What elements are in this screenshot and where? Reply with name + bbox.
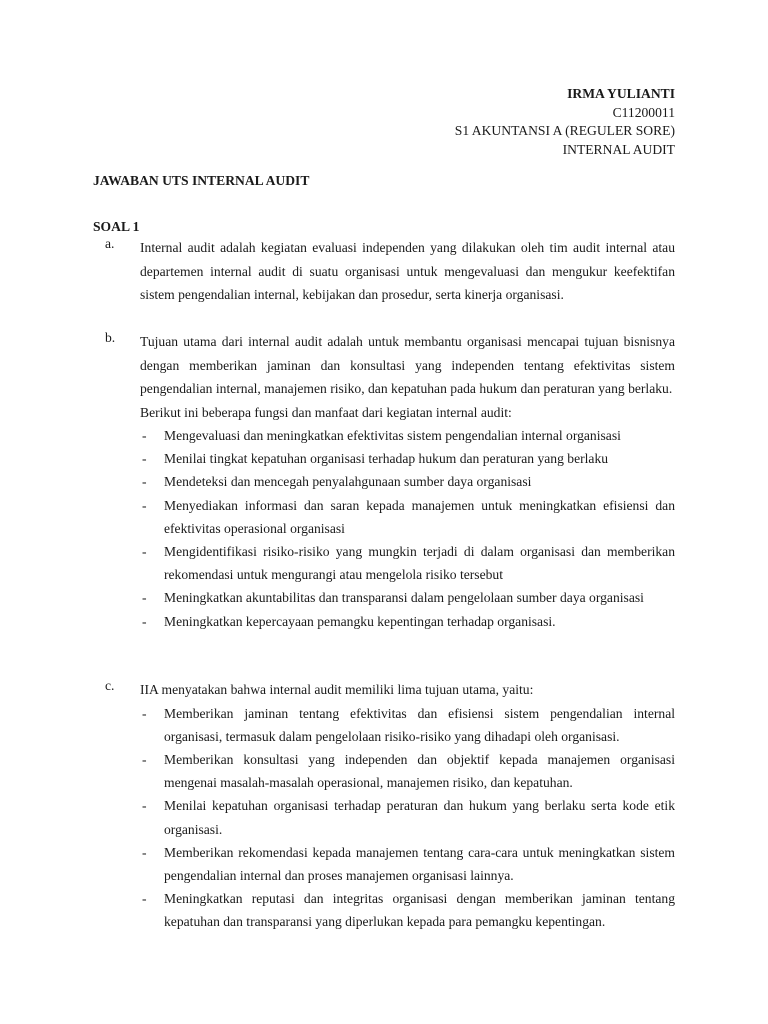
list-item-text: Menyediakan informasi dan saran kepada manajemen untuk meningkatkan efisiensi dan efektivitas operasional organisasi <box>164 497 675 536</box>
list-item <box>140 841 675 887</box>
answer-a-letter: a. <box>105 236 115 251</box>
dash-marker: - <box>142 451 147 467</box>
dash-marker: - <box>142 891 147 907</box>
dash-marker: - <box>142 428 147 443</box>
answer-b-list <box>140 424 675 633</box>
course-name: INTERNAL AUDIT <box>562 141 675 157</box>
list-item <box>140 702 675 748</box>
answer-b-intro: Berikut ini beberapa fungsi dan manfaat dari kegiatan internal audit: <box>140 404 512 420</box>
dash-marker: - <box>142 705 147 721</box>
answer-c-letter: c. <box>105 678 115 693</box>
answer-c-list <box>140 702 675 934</box>
student-name: IRMA YULIANTI <box>567 86 675 101</box>
list-item <box>140 610 675 633</box>
list-item <box>140 470 675 493</box>
student-header <box>455 85 675 159</box>
list-item-text: Memberikan rekomendasi kepada manajemen tentang cara-cara untuk meningkatkan sistem pengendalian internal dan proses manajemen organisasi lainnya. <box>164 844 675 883</box>
answer-b-text: Tujuan utama dari internal audit adalah untuk membantu organisasi mencapai tujuan bisnisnya dengan memberikan jaminan dan konsultasi yang independen tentang efektivitas sistem pengendalian internal, manajemen risiko, dan kepatuhan pada hukum dan peraturan yang berlaku. <box>140 334 675 396</box>
list-item-text: Meningkatkan kepercayaan pemangku kepentingan terhadap organisasi. <box>164 613 556 629</box>
dash-marker: - <box>142 474 147 490</box>
dash-marker: - <box>142 590 147 606</box>
dash-marker: - <box>142 544 147 560</box>
list-item-text: Mendeteksi dan mencegah penyalahgunaan sumber daya organisasi <box>164 474 532 490</box>
list-item <box>140 586 675 609</box>
student-id: C11200011 <box>612 104 675 120</box>
dash-marker: - <box>142 751 147 767</box>
answer-a <box>93 236 675 307</box>
list-item <box>140 748 675 794</box>
list-item-text: Menilai tingkat kepatuhan organisasi terhadap hukum dan peraturan yang berlaku <box>164 451 609 467</box>
list-item <box>140 794 675 840</box>
list-item-text: Menilai kepatuhan organisasi terhadap peraturan dan hukum yang berlaku serta kode etik organisasi. <box>164 798 675 837</box>
dash-marker: - <box>142 497 147 513</box>
list-item <box>140 887 675 933</box>
list-item-text: Mengidentifikasi risiko-risiko yang mungkin terjadi di dalam organisasi dan memberikan rekomendasi untuk mengurangi atau mengelola risiko tersebut <box>164 544 675 583</box>
list-item-text: Meningkatkan reputasi dan integritas organisasi dengan memberikan jaminan tentang kepatuhan dan transparansi yang diperlukan kepada para pemangku kepentingan. <box>164 891 675 930</box>
list-item <box>140 447 675 470</box>
answer-c <box>93 678 675 934</box>
list-item <box>140 540 675 586</box>
answer-a-text: Internal audit adalah kegiatan evaluasi independen yang dilakukan oleh tim audit internal atau departemen internal audit di suatu organisasi untuk mengevaluasi dan mengukur keefektifan sistem pengendalian internal, kebijakan dan prosedur, serta kinerja organisasi. <box>140 240 675 302</box>
dash-marker: - <box>142 613 147 629</box>
list-item-text: Meningkatkan akuntabilitas dan transparansi dalam pengelolaan sumber daya organisasi <box>164 590 644 606</box>
answer-c-text: IIA menyatakan bahwa internal audit memiliki lima tujuan utama, yaitu: <box>140 682 534 697</box>
dash-marker: - <box>142 844 147 860</box>
list-item-text: Memberikan jaminan tentang efektivitas dan efisiensi sistem pengendalian internal organisasi, termasuk dalam pengelolaan risiko-risiko yang dihadapi oleh organisasi. <box>164 705 675 744</box>
list-item-text: Memberikan konsultasi yang independen dan objektif kepada manajemen organisasi mengenai masalah-masalah operasional, manajemen risiko, dan kepatuhan. <box>164 751 675 791</box>
list-item <box>140 424 675 447</box>
answer-b-letter: b. <box>105 330 116 345</box>
answer-b <box>93 330 675 633</box>
question-title: SOAL 1 <box>93 219 140 234</box>
list-item <box>140 494 675 540</box>
list-item-text: Mengevaluasi dan meningkatkan efektivitas sistem pengendalian internal organisasi <box>164 428 621 443</box>
dash-marker: - <box>142 798 147 814</box>
student-class: S1 AKUNTANSI A (REGULER SORE) <box>454 123 675 138</box>
document-title: JAWABAN UTS INTERNAL AUDIT <box>93 173 310 188</box>
